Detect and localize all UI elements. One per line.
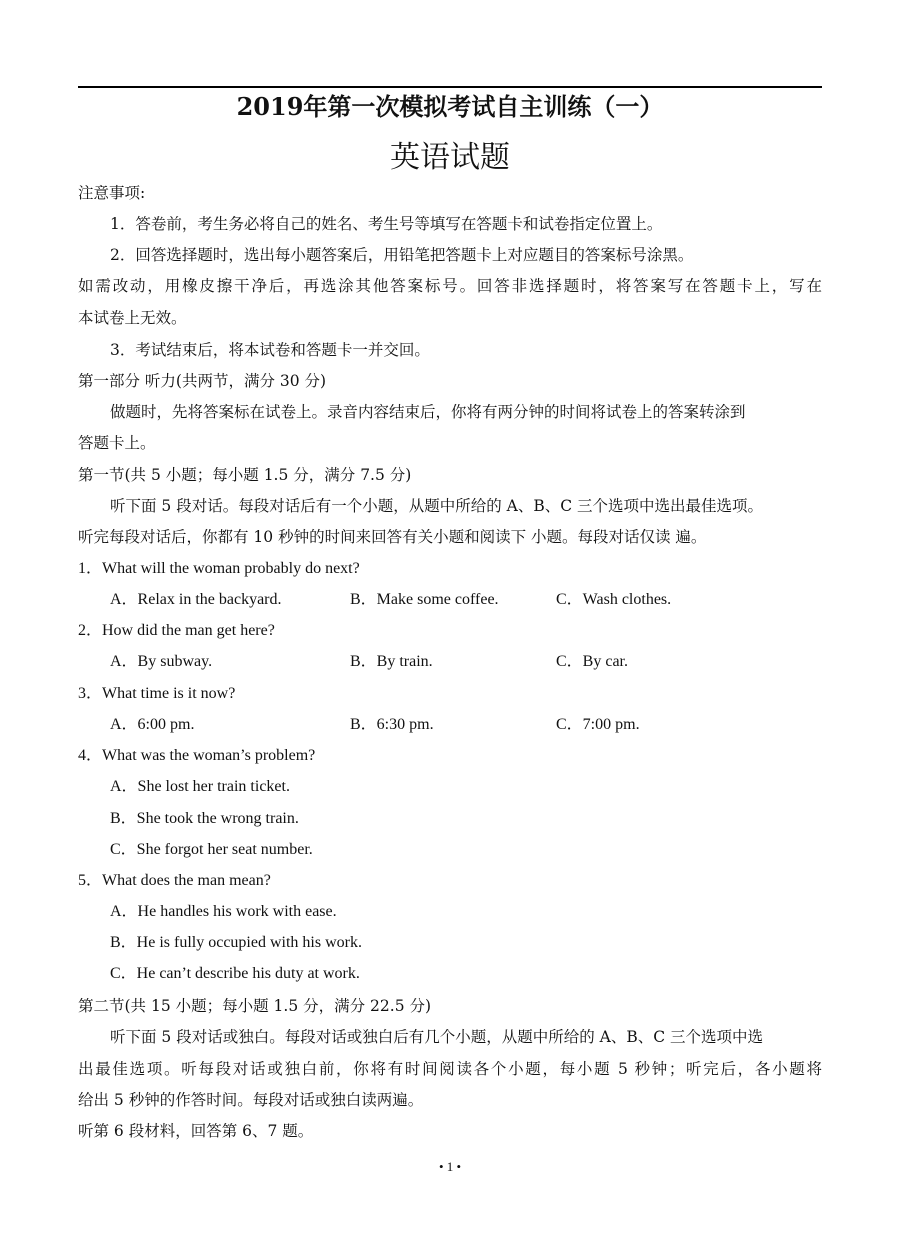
exam-title: 2019年第一次模拟考试自主训练（一） [236,92,664,121]
q2-option-a: A．By subway. [110,653,213,670]
question-3: 3．What time is it now? [78,685,236,702]
section2-intro-end: 给出 5 秒钟的作答时间。每段对话或独白读两遍。 [78,1091,424,1109]
notice-item-1: 1．答卷前，考生务必将自己的姓名、考生号等填写在答题卡和试卷指定位置上。 [110,215,663,233]
q2-option-b: B．By train. [350,653,433,670]
notice-item-2-cont: 如需改动，用橡皮擦干净后，再选涂其他答案标号。回答非选择题时，将答案写在答题卡上，写在 [78,277,822,295]
notice-item-3: 3．考试结束后，将本试卷和答题卡一并交回。 [110,341,430,359]
section1-intro-cont: 听完每段对话后，你都有 10 秒钟的时间来回答有关小题和阅读下 小题。每段对话仅读 遍。 [78,528,707,546]
notice-item-2-end: 本试卷上无效。 [78,309,187,327]
q4-option-a: A．She lost her train ticket. [110,778,290,795]
subject-title: 英语试题 [390,140,510,175]
notice-item-2: 2．回答选择题时，选出每小题答案后，用铅笔把答题卡上对应题目的答案标号涂黑。 [110,246,694,264]
q5-option-c: C．He can’t describe his duty at work. [110,965,360,982]
q1-option-a: A．Relax in the backyard. [110,591,282,608]
q3-option-c: C．7:00 pm. [556,716,640,733]
question-5: 5．What does the man mean? [78,872,271,889]
part1-heading: 第一部分 听力(共两节，满分 30 分) [78,372,327,390]
q4-option-c: C．She forgot her seat number. [110,841,313,858]
q5-option-b: B．He is fully occupied with his work. [110,934,362,951]
question-1: 1．What will the woman probably do next? [78,560,360,577]
q5-option-a: A．He handles his work with ease. [110,903,337,920]
part1-intro: 做题时，先将答案标在试卷上。录音内容结束后，你将有两分钟的时间将试卷上的答案转涂到 [110,403,746,421]
question-2: 2．How did the man get here? [78,622,275,639]
section2-heading: 第二节(共 15 小题；每小题 1.5 分，满分 22.5 分) [78,997,432,1015]
question-4: 4．What was the woman’s problem? [78,747,316,764]
section2-intro: 听下面 5 段对话或独白。每段对话或独白后有几个小题，从题中所给的 A、B、C 三个选项中选 [110,1028,764,1046]
q4-option-b: B．She took the wrong train. [110,810,299,827]
section2-intro-cont: 出最佳选项。听每段对话或独白前，你将有时间阅读各个小题，每小题 5 秒钟；听完后，各小题将 [78,1060,822,1078]
section1-intro: 听下面 5 段对话。每段对话后有一个小题，从题中所给的 A、B、C 三个选项中选出最佳选项。 [110,497,764,515]
page-number: • 1 • [438,1159,462,1174]
q3-option-a: A．6:00 pm. [110,716,195,733]
material-6-heading: 听第 6 段材料，回答第 6、7 题。 [78,1122,314,1140]
header-rule [78,86,822,88]
section1-heading: 第一节(共 5 小题；每小题 1.5 分，满分 7.5 分) [78,466,412,484]
q1-option-c: C．Wash clothes. [556,591,672,608]
q2-option-c: C．By car. [556,653,628,670]
q1-option-b: B．Make some coffee. [350,591,499,608]
part1-intro-cont: 答题卡上。 [78,434,156,452]
q3-option-b: B．6:30 pm. [350,716,434,733]
notice-heading: 注意事项: [78,184,146,202]
